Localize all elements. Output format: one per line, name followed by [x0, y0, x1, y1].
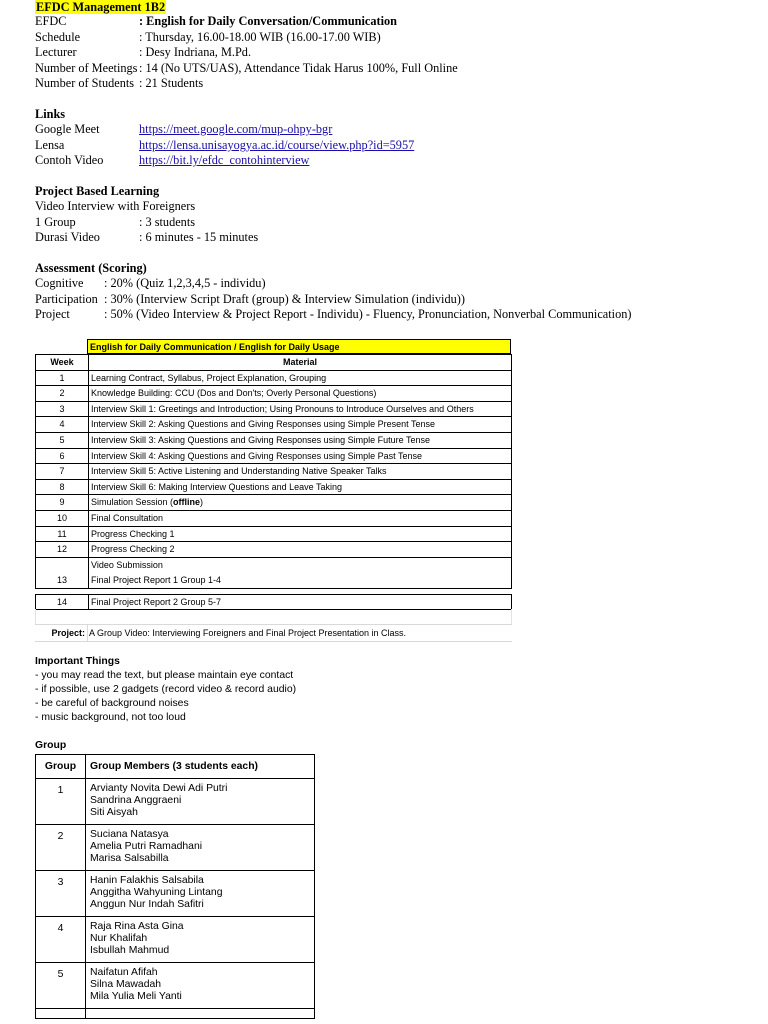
project-label: Project:	[51, 628, 85, 638]
info-row-efdc	[35, 14, 398, 29]
link-key: Lensa	[35, 138, 65, 152]
group-members	[86, 963, 315, 1009]
table-row	[36, 917, 315, 963]
member-name: Sandrina Anggraeni	[90, 795, 182, 806]
schedule-row	[36, 526, 512, 542]
link-row-contoh-video	[35, 153, 310, 168]
pbl-heading: Project Based Learning	[35, 184, 160, 198]
project-summary-row	[35, 624, 512, 642]
info-value: : Desy Indriana, M.Pd.	[139, 45, 252, 59]
schedule-title: English for Daily Communication / English for Daily Usage	[87, 339, 511, 354]
group-number: 3	[36, 871, 86, 917]
assessment-value: : 50% (Video Interview & Project Report - Individu) - Fluency, Pronunciation, Nonverbal Communication)	[104, 307, 632, 321]
member-name: Suciana Natasya	[90, 829, 169, 840]
group-heading: Group	[35, 740, 67, 751]
info-key: Number of Meetings	[35, 61, 138, 75]
group-number: 4	[36, 917, 86, 963]
schedule-row	[36, 595, 512, 610]
table-row	[36, 1009, 315, 1019]
info-value: : 21 Students	[139, 76, 204, 90]
schedule-header-row	[36, 355, 512, 371]
lensa-link[interactable]: https://lensa.unisayogya.ac.id/course/view.php?id=5957	[139, 138, 415, 152]
material-cell: Interview Skill 6: Making Interview Questions and Leave Taking	[89, 479, 512, 495]
group-members	[86, 1009, 315, 1019]
pbl-key: Durasi Video	[35, 230, 100, 244]
week-cell: 2	[36, 386, 89, 402]
contoh-video-link[interactable]: https://bit.ly/efdc_contohinterview	[139, 153, 310, 167]
info-row-meetings	[35, 61, 458, 76]
assessment-value: : 30% (Interview Script Draft (group) & Interview Simulation (individu))	[104, 292, 465, 306]
info-row-schedule	[35, 30, 381, 45]
info-key: Schedule	[35, 30, 81, 44]
list-item: - be careful of background noises	[35, 698, 189, 709]
material-cell: Progress Checking 1	[89, 526, 512, 542]
week-cell: 5	[36, 432, 89, 448]
divider	[87, 625, 88, 641]
link-row-google-meet	[35, 122, 333, 137]
list-item: - you may read the text, but please maintain eye contact	[35, 670, 294, 681]
schedule-row	[36, 448, 512, 464]
link-key: Contoh Video	[35, 153, 104, 167]
material-cell	[89, 495, 512, 511]
member-name: Mila Yulia Meli Yanti	[90, 991, 182, 1002]
group-members	[86, 825, 315, 871]
material-tail-text: )	[200, 497, 204, 508]
material-offline-text: offline	[173, 497, 201, 508]
member-name: Raja Rina Asta Gina	[90, 921, 184, 932]
material-cell	[89, 557, 512, 588]
group-number: 2	[36, 825, 86, 871]
table-row	[36, 779, 315, 825]
schedule-row	[36, 401, 512, 417]
document-title: EFDC Management 1B2	[36, 0, 166, 14]
assessment-value: : 20% (Quiz 1,2,3,4,5 - individu)	[104, 276, 266, 290]
material-cell: Interview Skill 4: Asking Questions and Giving Responses using Simple Past Tense	[89, 448, 512, 464]
pbl-row-duration	[35, 230, 259, 245]
material-cell: Interview Skill 5: Active Listening and Understanding Native Speaker Talks	[89, 464, 512, 480]
assessment-row-cognitive	[35, 276, 266, 291]
material-cell: Interview Skill 1: Greetings and Introduction; Using Pronouns to Introduce Ourselves and Others	[89, 401, 512, 417]
schedule-row	[36, 386, 512, 402]
assessment-row-participation	[35, 292, 465, 307]
members-column-header: Group Members (3 students each)	[86, 755, 315, 779]
week-cell: 4	[36, 417, 89, 433]
member-name: Naifatun Afifah	[90, 967, 158, 978]
group-members	[86, 917, 315, 963]
material-cell: Learning Contract, Syllabus, Project Explanation, Grouping	[89, 370, 512, 386]
week-cell: 7	[36, 464, 89, 480]
info-row-lecturer	[35, 45, 252, 60]
google-meet-link[interactable]: https://meet.google.com/mup-ohpy-bgr	[139, 122, 333, 136]
info-key: Lecturer	[35, 45, 77, 59]
schedule-row	[36, 432, 512, 448]
member-name: Anggun Nur Indah Safitri	[90, 899, 204, 910]
member-name: Arvianty Novita Dewi Adi Putri	[90, 783, 228, 794]
info-row-students	[35, 76, 204, 91]
group-number: 5	[36, 963, 86, 1009]
material-cell: Final Project Report 2 Group 5-7	[89, 595, 512, 610]
schedule-row	[36, 417, 512, 433]
project-text: A Group Video: Interviewing Foreigners and Final Project Presentation in Class.	[89, 628, 406, 638]
material-line: Final Project Report 1 Group 1-4	[91, 574, 222, 585]
info-value: : English for Daily Conversation/Communication	[139, 14, 398, 28]
week-cell: 13	[36, 557, 89, 588]
material-cell: Final Consultation	[89, 510, 512, 526]
list-item: - if possible, use 2 gadgets (record video & record audio)	[35, 684, 297, 695]
assessment-heading: Assessment (Scoring)	[35, 261, 147, 275]
material-cell: Knowledge Building: CCU (Dos and Don'ts; Overly Personal Questions)	[89, 386, 512, 402]
material-text: Simulation Session (	[91, 497, 174, 508]
week-cell: 3	[36, 401, 89, 417]
week-cell: 6	[36, 448, 89, 464]
group-column-header: Group	[36, 755, 86, 779]
pbl-key: 1 Group	[35, 215, 76, 229]
assessment-key: Cognitive	[35, 276, 84, 290]
group-number: 1	[36, 779, 86, 825]
assessment-key: Project	[35, 307, 70, 321]
group-members	[86, 779, 315, 825]
material-line: Video Submission	[91, 559, 163, 570]
pbl-value: : 3 students	[139, 215, 196, 229]
group-number	[36, 1009, 86, 1019]
material-cell: Interview Skill 2: Asking Questions and Giving Responses using Simple Present Tense	[89, 417, 512, 433]
info-value: : Thursday, 16.00-18.00 WIB (16.00-17.00 WIB)	[139, 30, 381, 44]
table-row	[36, 825, 315, 871]
group-header-row	[36, 755, 315, 779]
member-name: Silna Mawadah	[90, 979, 162, 990]
member-name: Anggitha Wahyuning Lintang	[90, 887, 223, 898]
week-cell: 10	[36, 510, 89, 526]
week-cell: 9	[36, 495, 89, 511]
week-cell: 8	[36, 479, 89, 495]
schedule-row	[36, 542, 512, 558]
schedule-row	[36, 557, 512, 588]
list-item: - music background, not too loud	[35, 712, 186, 723]
material-cell: Progress Checking 2	[89, 542, 512, 558]
link-key: Google Meet	[35, 122, 100, 136]
member-name: Isbullah Mahmud	[90, 945, 170, 956]
info-value: : 14 (No UTS/UAS), Attendance Tidak Harus 100%, Full Online	[139, 61, 458, 75]
schedule-table-continued	[35, 594, 512, 610]
spacer-row	[35, 609, 512, 624]
member-name: Hanin Falakhis Salsabila	[90, 875, 204, 886]
table-row	[36, 871, 315, 917]
schedule-table	[35, 354, 512, 589]
important-list	[35, 669, 296, 725]
schedule-row	[36, 370, 512, 386]
member-name: Amelia Putri Ramadhani	[90, 841, 203, 852]
group-table	[35, 754, 315, 1019]
schedule-row	[36, 479, 512, 495]
pbl-value: : 6 minutes - 15 minutes	[139, 230, 259, 244]
member-name: Siti Aisyah	[90, 807, 138, 818]
table-row	[36, 963, 315, 1009]
assessment-row-project	[35, 307, 632, 322]
week-cell: 12	[36, 542, 89, 558]
assessment-key: Participation	[35, 292, 98, 306]
material-column-header: Material	[89, 355, 512, 371]
member-name: Nur Khalifah	[90, 933, 148, 944]
pbl-row-group	[35, 215, 196, 230]
week-cell: 1	[36, 370, 89, 386]
group-members	[86, 871, 315, 917]
info-key: Number of Students	[35, 76, 135, 90]
schedule-row	[36, 464, 512, 480]
member-name: Marisa Salsabilla	[90, 853, 169, 864]
important-heading: Important Things	[35, 656, 120, 667]
material-cell: Interview Skill 3: Asking Questions and Giving Responses using Simple Future Tense	[89, 432, 512, 448]
week-column-header: Week	[36, 355, 89, 371]
schedule-row	[36, 495, 512, 511]
link-row-lensa	[35, 138, 415, 153]
week-cell: 11	[36, 526, 89, 542]
info-key: EFDC	[35, 14, 67, 28]
pbl-description: Video Interview with Foreigners	[35, 199, 196, 213]
schedule-row	[36, 510, 512, 526]
links-heading: Links	[35, 107, 66, 121]
week-cell: 14	[36, 595, 89, 610]
